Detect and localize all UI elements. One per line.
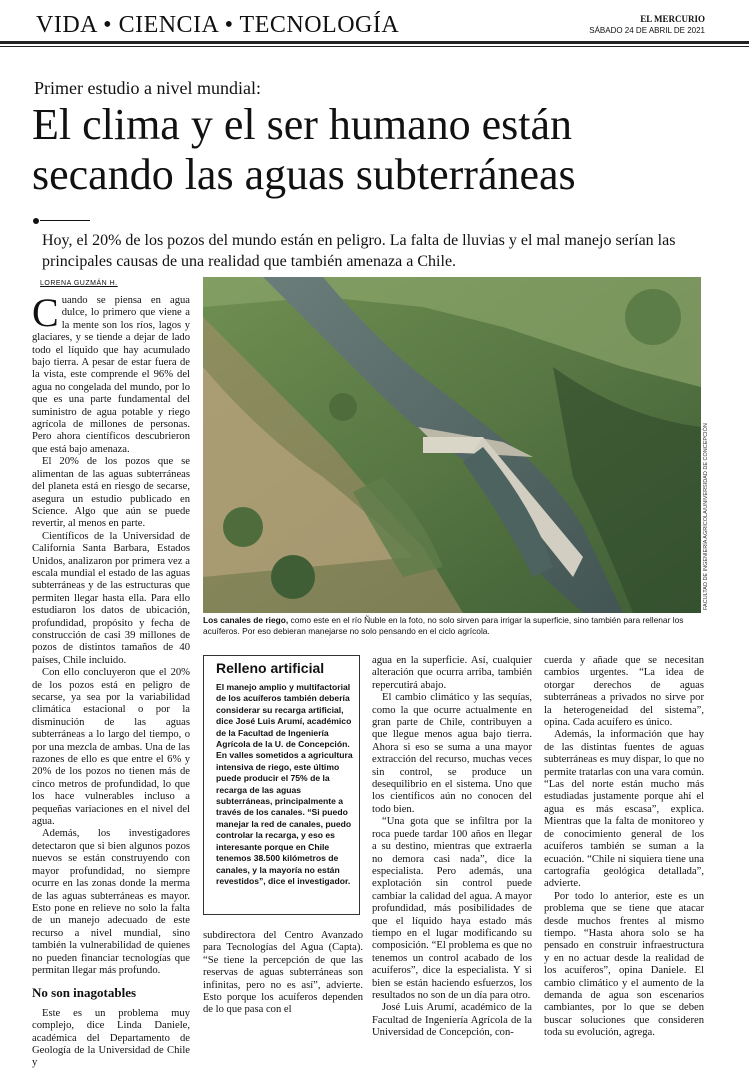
photo-credit: FACULTAD DE INGENIERÍA AGRÍCOLA/UNIVERSIDAD DE CONCEPCIÓN xyxy=(703,423,709,610)
sidebar-text: El manejo amplio y multifactorial de los acuíferos también debería considerar su recarga artificial, dice José Luis Arumí, académico de la Facultad de Ingeniería Agrícola de la U. de Concepción. En valles sometidos a agricultura intensiva de riego, este último puede producir el 75% de la recarga de las aguas subterráneas, principalmente a través de los canales. “Si puedo manejar la red de canales, puedo controlar la recarga, y eso es interesante porque en Chile tenemos 38.500 kilómetros de canales, y la mayoría no están revestidos”, dice el investigador. xyxy=(216,682,353,886)
paragraph: Este es un problema muy complejo, dice Linda Daniele, académica del Departamento de Geología de la Universidad de Chile y xyxy=(32,1007,190,1069)
column-3 xyxy=(372,655,532,1040)
paragraph: El 20% de los pozos que se alimentan de las aguas subterráneas del planeta está en riesgo de secarse, asegura un estudio publicado en Science. Algo que aún se puede revertir, al menos en parte. xyxy=(32,456,190,530)
column-2 xyxy=(203,930,363,1017)
column-1 xyxy=(32,290,190,1070)
photo-caption xyxy=(203,615,708,637)
paragraph xyxy=(32,290,190,456)
column-4 xyxy=(544,655,704,1040)
paragraph: José Luis Arumí, académico de la Facultad de Ingeniería Agrícola de la Universidad de Concepción, con- xyxy=(372,1002,532,1039)
section-header: VIDA • CIENCIA • TECNOLOGÍA xyxy=(36,12,400,38)
headline: El clima y el ser humano están secando las aguas subterráneas xyxy=(32,100,576,199)
kicker: Primer estudio a nivel mundial: xyxy=(34,78,261,98)
header-rule-thin xyxy=(0,46,749,47)
newspaper-name: EL MERCURIO xyxy=(640,14,705,24)
paragraph: cuerda y añade que se necesitan cambios urgentes. “La idea de otorgar derechos de aguas subterráneas a privados no sirve por la heterogeneidad del sistema”, opina. Cada acuífero es único. xyxy=(544,655,704,729)
publication-date: SÁBADO 24 DE ABRIL DE 2021 xyxy=(589,26,705,35)
paragraph: “Una gota que se infiltra por la roca puede tardar 100 años en llegar a su destino, mientras que extraerla no demora casi nada”, dice la especialista. Pero además, una explotación sin control puede cambiar la calidad del agua. A mayor profundidad, más posibilidades de que el líquido haya estado más tiempo en el lugar modificando su composición. “El problema es que no tenemos un control acabado de los acuíferos”, dice la especialista. Y si bien se están haciendo esfuerzos, los resultados no son de un día para otro. xyxy=(372,816,532,1001)
river-canal-photo xyxy=(203,277,701,613)
paragraph: Además, la información que hay de las distintas fuentes de aguas subterráneas es muy dispar, lo que no permite tratarlas con una vara común. “Las del norte están mucho más estudiadas justamente porque ahí el agua es más escasa”, explica. Mientras que la falta de monitoreo y de conocimiento general de los acuíferos también se suman a la ecuación. “Chile ni siquiera tiene una cartografía geológica detallada”, advierte. xyxy=(544,729,705,890)
lede-rule xyxy=(40,220,90,221)
header-rule xyxy=(0,41,749,44)
paragraph: Con ello concluyeron que el 20% de los pozos está en peligro de secarse, ya sea por la variabilidad climática estacional o por la disminución de las aguas subterráneas a lo largo del tiempo, o por una mezcla de ambas. Una de las razones de ello es que entre el 6% y 20% de los pozos no tienen más de cinco metros de profundidad, lo que los hace vulnerables incluso a pequeñas variaciones en el nivel del agua. xyxy=(32,667,190,828)
paragraph: subdirectora del Centro Avanzado para Tecnologías del Agua (Capta). “Se tiene la percepción de que las reservas de aguas subterráneas son infinitas, pero no es así”, advierte. Esto porque los acuíferos dependen de lo que pasa con el xyxy=(203,930,363,1016)
paragraph: agua en la superficie. Así, cualquier alteración que ocurra arriba, también repercutirá abajo. xyxy=(372,655,532,691)
subheading: No son inagotables xyxy=(32,985,137,1001)
caption-lead: Los canales de riego, xyxy=(203,615,289,625)
sidebar-box xyxy=(203,655,360,915)
paragraph: Por todo lo anterior, este es un problema que se tiene que atacar desde muchos frentes al mismo tiempo. “Hasta ahora solo se ha pensado en construir infraestructura y en no actuar desde la realidad de los acuíferos”, opina Daniele. El cambio climático y el aumento de la demanda de agua son escenarios cambiantes, por lo que se deben buscar soluciones que consideren toda su evolución, agrega. xyxy=(544,890,704,1039)
paragraph: Además, los investigadores detectaron que si bien algunos pozos nuevos se están construyendo con mayor profundidad, no siempre ocurre en las zonas donde la merma de las aguas subterráneas es mayor. Esto pone en relieve no solo la falta de un manejo adecuado de este recurso a nivel mundial, sino también la vulnerabilidad de quienes no pueden financiar tecnologías que permitan llegar más profundo. xyxy=(32,828,190,976)
paragraph: El cambio climático y las sequías, como la que ocurre actualmente en gran parte de Chile, contribuyen a que llegue menos agua bajo tierra. Ahora si eso se suma a una mayor extracción del recurso, muchas veces sin control, se produce un desequilibrio en el sistema. Uno que los científicos aún no conocen del todo bien. xyxy=(372,692,532,815)
photo-illustration xyxy=(203,277,701,613)
sidebar-title: Relleno artificial xyxy=(216,660,325,676)
paragraph-text: uando se piensa en agua dulce, lo primero que viene a la mente son los ríos, lagos y glaciares, y se tiende a dejar de lado todo el líquido que hay acumulado bajo tierra. A pesar de estar fuera de la vista, este comprende el 96% del agua no congelada del mundo, por lo que es una parte fundamental del suministro de agua potable y riego agrícola de millones de personas. Pero ahora científicos descubrieron que está bajo amenaza. xyxy=(32,295,190,455)
lede: Hoy, el 20% de los pozos del mundo están en peligro. La falta de lluvias y el mal manejo serían las principales causas de una realidad que también amenaza a Chile. xyxy=(42,232,676,270)
caption-text: como este en el río Ñuble en la foto, no solo sirven para irrigar la superficie, sino también para rellenar los acuíferos. Por eso debieran manejarse no solo pensando en el ciclo agrícola. xyxy=(203,615,684,636)
bullet-dot xyxy=(33,218,39,224)
byline: LORENA GUZMÁN H. xyxy=(40,280,118,287)
drop-cap: C xyxy=(32,290,59,335)
paragraph: Científicos de la Universidad de California Santa Barbara, Estados Unidos, analizaron por primera vez a escala mundial el estado de las aguas subterráneas y de las estructuras que permiten llegar hasta ella. Para ello estudiaron los datos de ubicación, profundidad, propósito y fecha de construcción de casi 39 millones de pozos de distintos tamaños de 40 países, Chile incluido. xyxy=(32,530,190,666)
